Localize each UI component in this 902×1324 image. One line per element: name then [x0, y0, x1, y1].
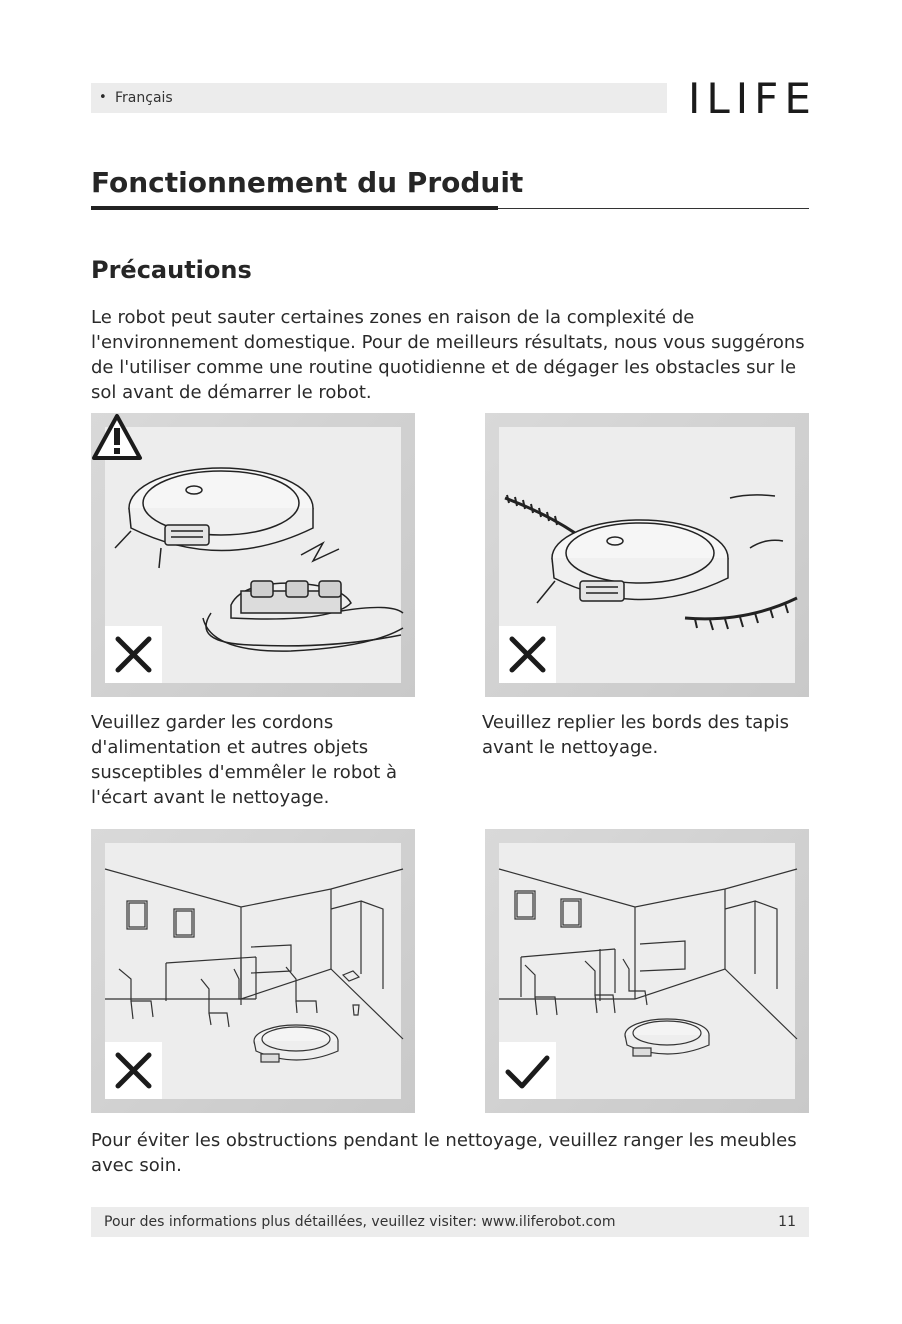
cross-icon: [499, 626, 556, 683]
footer-info-text: Pour des informations plus détaillées, veuillez visiter: www.iliferobot.com: [104, 1214, 616, 1230]
illustration-panel-cords: [91, 413, 415, 697]
caption-furniture: Pour éviter les obstructions pendant le nettoyage, veuillez ranger les meubles avec soin.: [91, 1130, 797, 1176]
section-title: Précautions: [91, 256, 252, 284]
brand-logo: ILIFE: [688, 74, 817, 123]
cross-icon: [105, 1042, 162, 1099]
language-label: Français: [115, 90, 173, 106]
bullet: •: [99, 90, 107, 105]
not-allowed-badge: [105, 1042, 162, 1099]
warning-icon: [91, 413, 143, 461]
caption-cords: Veuillez garder les cordons d'alimentation et autres objets susceptibles d'emmêler le robot à l'écart avant le nettoyage.: [91, 712, 398, 808]
illustration-panel-cluttered-room: [91, 829, 415, 1113]
caption-carpet: Veuillez replier les bords des tapis avant le nettoyage.: [482, 712, 790, 758]
intro-paragraph: Le robot peut sauter certaines zones en raison de la complexité de l'environnement domestique. Pour de meilleurs résultats, nous vous suggérons de l'utiliser comme une routine quotidienne et de dégager les obstacles sur le sol avant de démarrer le robot.: [91, 307, 805, 403]
allowed-badge: [499, 1042, 556, 1099]
not-allowed-badge: [499, 626, 556, 683]
not-allowed-badge: [105, 626, 162, 683]
illustration-panel-tidy-room: [485, 829, 809, 1113]
language-bar: [91, 83, 667, 113]
page-number: 11: [778, 1214, 796, 1230]
page-title: Fonctionnement du Produit: [91, 166, 524, 199]
illustration-panel-carpet: [485, 413, 809, 697]
title-rule: [498, 208, 809, 209]
check-icon: [499, 1042, 556, 1099]
cross-icon: [105, 626, 162, 683]
footer-bar: [91, 1207, 809, 1237]
title-underline: [91, 206, 498, 210]
